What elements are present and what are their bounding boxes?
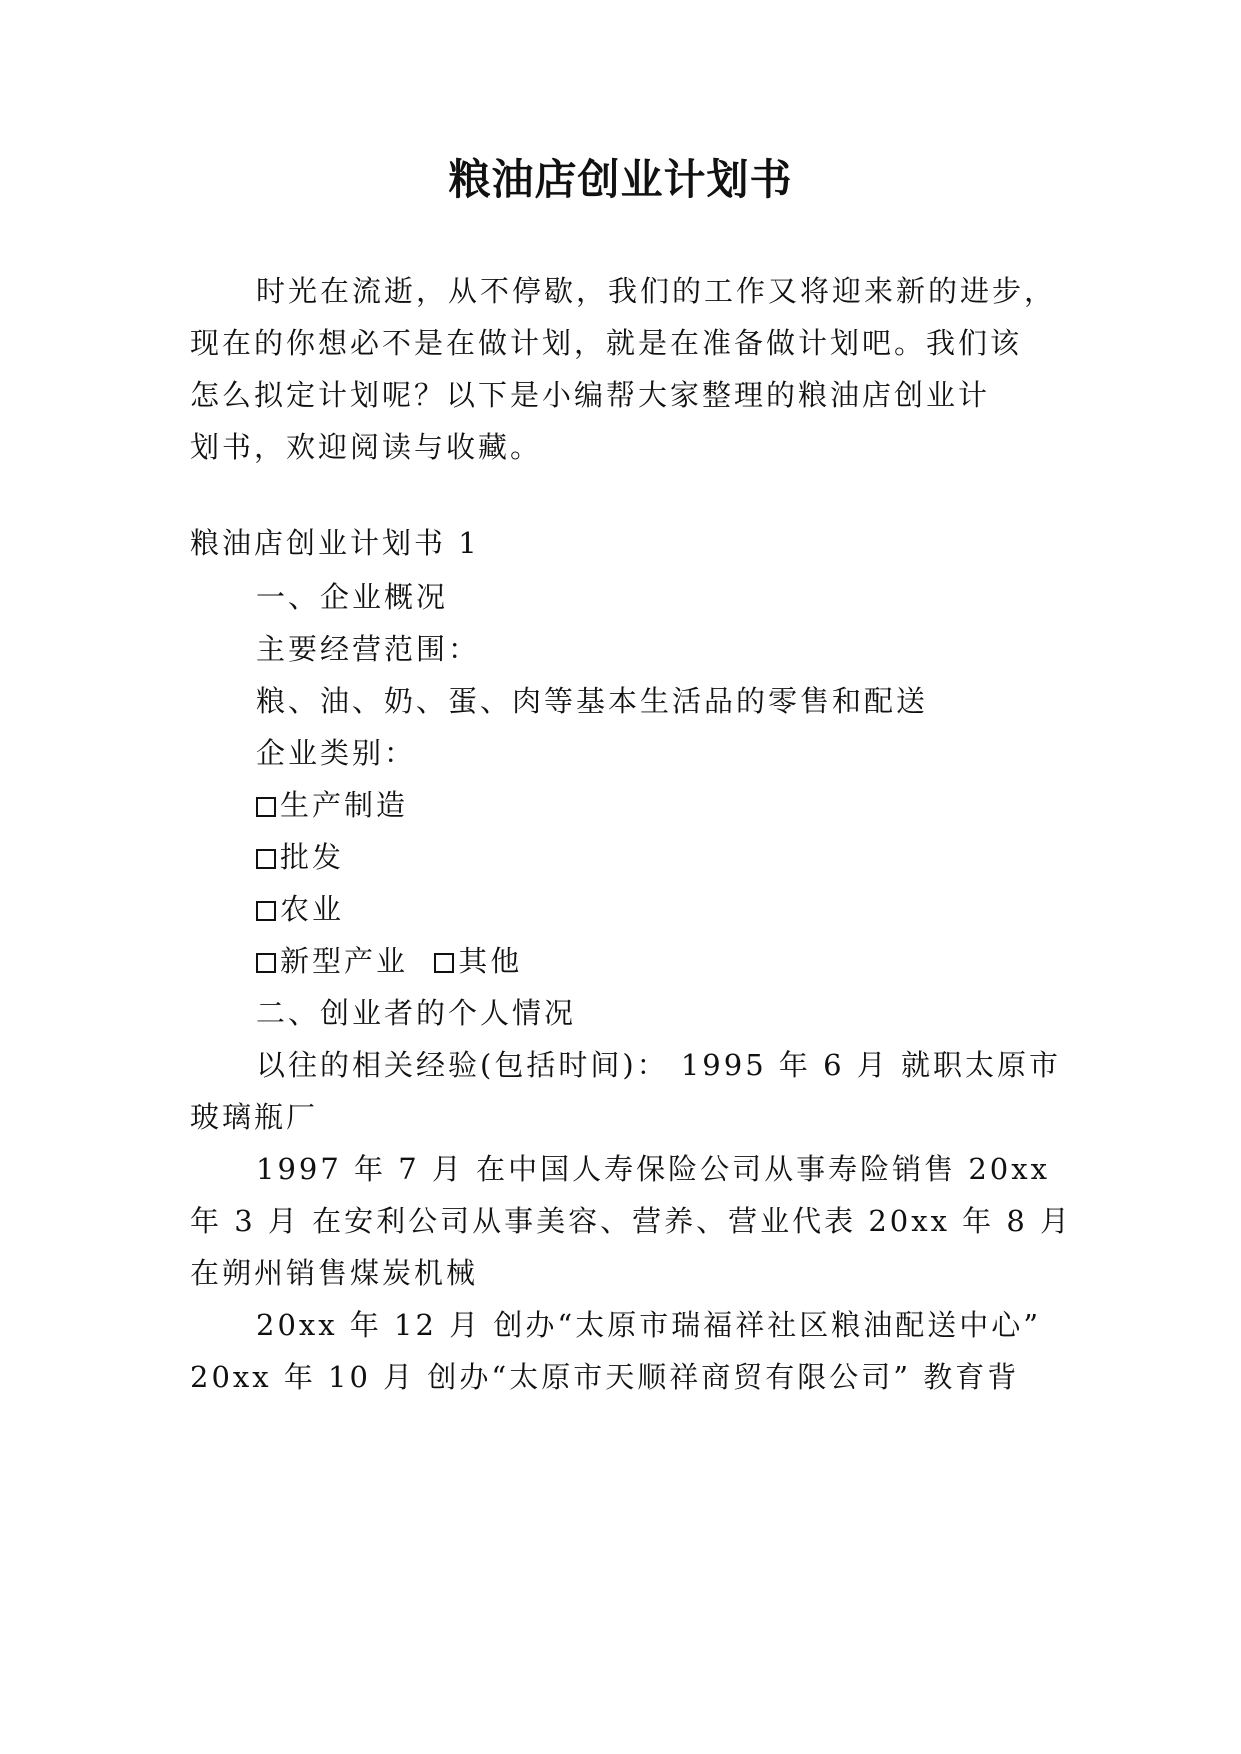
category-manufacturing [256, 776, 1116, 834]
heading-founder-info: 二、创业者的个人情况 [256, 996, 577, 1030]
heading-enterprise-overview: 一、企业概况 [256, 580, 449, 614]
experience-line-5: 在朔州销售煤炭机械 [190, 1256, 479, 1290]
experience-line-4: 年 3 月 在安利公司从事美容、营养、营业代表 20xx 年 8 月 [190, 1204, 1073, 1238]
checkbox-icon [256, 797, 276, 817]
category-other-label: 其他 [458, 944, 523, 978]
experience-line-6: 20xx 年 12 月 创办“太原市瑞福祥社区粮油配送中心” [256, 1308, 1042, 1342]
document-title: 粮油店创业计划书 [448, 155, 793, 204]
category-agriculture [256, 880, 1116, 938]
intro-line-2: 现在的你想必不是在做计划，就是在准备做计划吧。我们该 [190, 326, 1023, 360]
scope-value: 粮、油、奶、蛋、肉等基本生活品的零售和配送 [256, 684, 929, 718]
section-title: 粮油店创业计划书 1 [190, 526, 480, 560]
category-wholesale [256, 828, 1116, 886]
experience-line-3: 1997 年 7 月 在中国人寿保险公司从事寿险销售 20xx [256, 1152, 1050, 1186]
checkbox-icon [256, 849, 276, 869]
category-wholesale-label: 批发 [280, 840, 345, 874]
experience-line-7: 20xx 年 10 月 创办“太原市天顺祥商贸有限公司” 教育背 [190, 1360, 1020, 1394]
category-new-industry-and-other [256, 932, 1116, 990]
scope-label: 主要经营范围： [256, 632, 481, 666]
experience-line-2: 玻璃瓶厂 [190, 1100, 319, 1134]
checkbox-icon [256, 901, 276, 921]
checkbox-icon [256, 953, 276, 973]
intro-line-3: 怎么拟定计划呢？以下是小编帮大家整理的粮油店创业计 [190, 378, 991, 412]
intro-line-1: 时光在流逝，从不停歇，我们的工作又将迎来新的进步， [256, 274, 1057, 308]
category-label: 企业类别： [256, 736, 417, 770]
category-agriculture-label: 农业 [280, 892, 345, 926]
intro-line-4: 划书，欢迎阅读与收藏。 [190, 430, 543, 464]
checkbox-icon [434, 953, 454, 973]
experience-line-1: 以往的相关经验(包括时间)： 1995 年 6 月 就职太原市 [256, 1048, 1061, 1082]
category-manufacturing-label: 生产制造 [280, 788, 409, 822]
category-new-industry-label: 新型产业 [280, 944, 409, 978]
